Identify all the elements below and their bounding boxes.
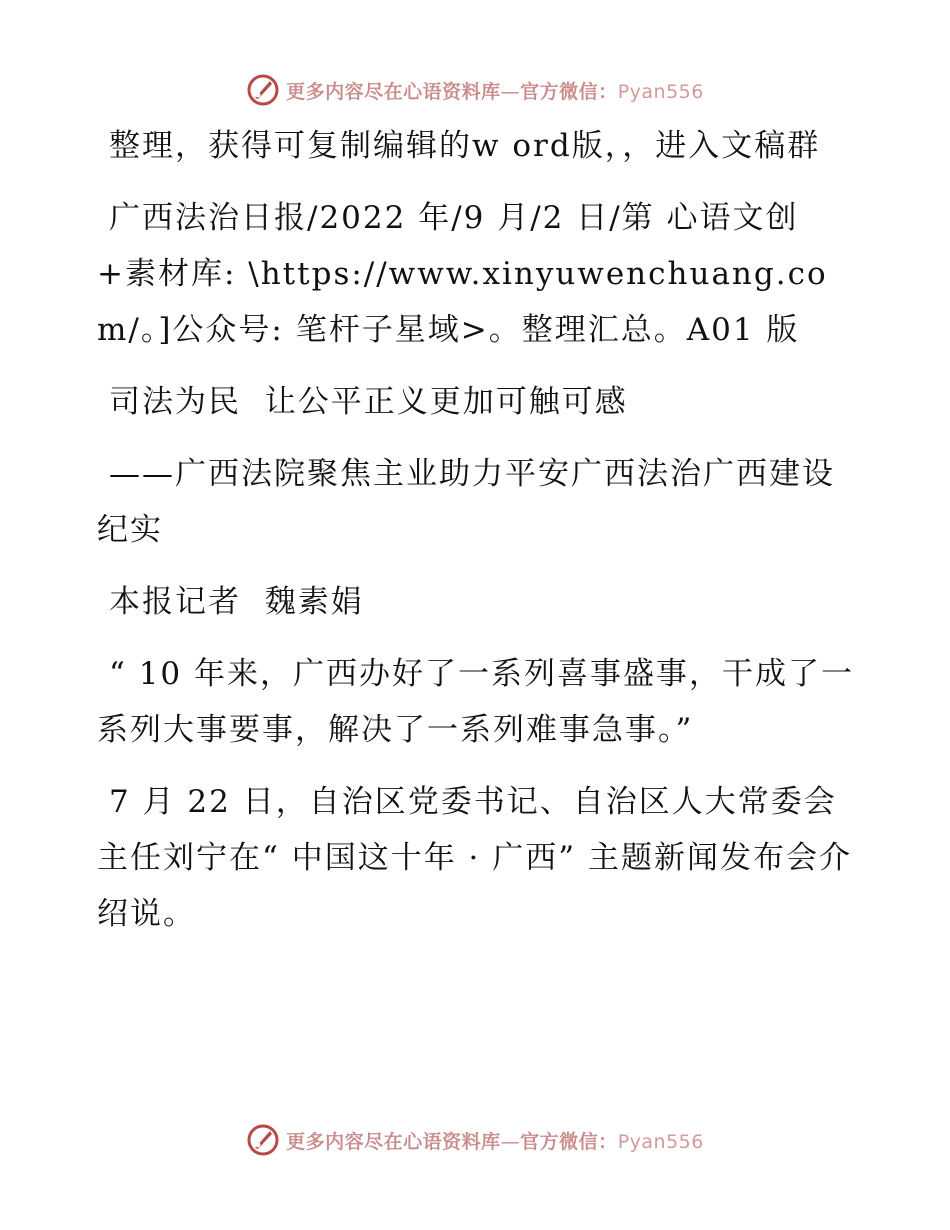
- article-subheadline: ——广西法院聚焦主业助力平安广西法治广西建设纪实: [97, 456, 835, 548]
- banner-separator: —: [500, 80, 521, 103]
- paragraph-body: 7 月 22 日，自治区党委书记、自治区人大常委会主任刘宁在“ 中国这十年 · 广西” 主题新闻发布会介绍说。: [97, 784, 852, 932]
- banner-title: 更多内容尽在心语资料库: [286, 80, 501, 103]
- header-banner: [0, 70, 950, 110]
- banner-handle: Pyan556: [617, 1130, 704, 1153]
- quill-circle-icon: [246, 73, 280, 107]
- quill-circle-icon: [246, 1123, 280, 1157]
- paragraph-quote: “ 10 年来，广西办好了一系列喜事盛事，干成了一系列大事要事，解决了一系列难事急事。”: [97, 656, 855, 748]
- paragraph-intro: 整理，获得可复制编辑的w ord版，，进入文稿群: [109, 128, 821, 164]
- banner-suffix: 官方微信：: [520, 1130, 618, 1153]
- banner-text: [286, 1127, 704, 1154]
- paragraph-source: 广西法治日报/2022 年/9 月/2 日/第 心语文创+素材库: \https://www.xinyuwenchuang.com/。]公众号: 笔杆子星域>。整理汇总。A01 版: [97, 200, 828, 348]
- banner-suffix: 官方微信：: [520, 80, 618, 103]
- article-headline: 司法为民 让公平正义更加可触可感: [109, 384, 628, 420]
- document-body: [97, 118, 857, 958]
- banner-title: 更多内容尽在心语资料库: [286, 1130, 501, 1153]
- footer-banner: [0, 1120, 950, 1160]
- banner-handle: Pyan556: [617, 80, 704, 103]
- article-byline: 本报记者 魏素娟: [109, 584, 364, 620]
- banner-text: [286, 77, 704, 104]
- banner-separator: —: [500, 1130, 521, 1153]
